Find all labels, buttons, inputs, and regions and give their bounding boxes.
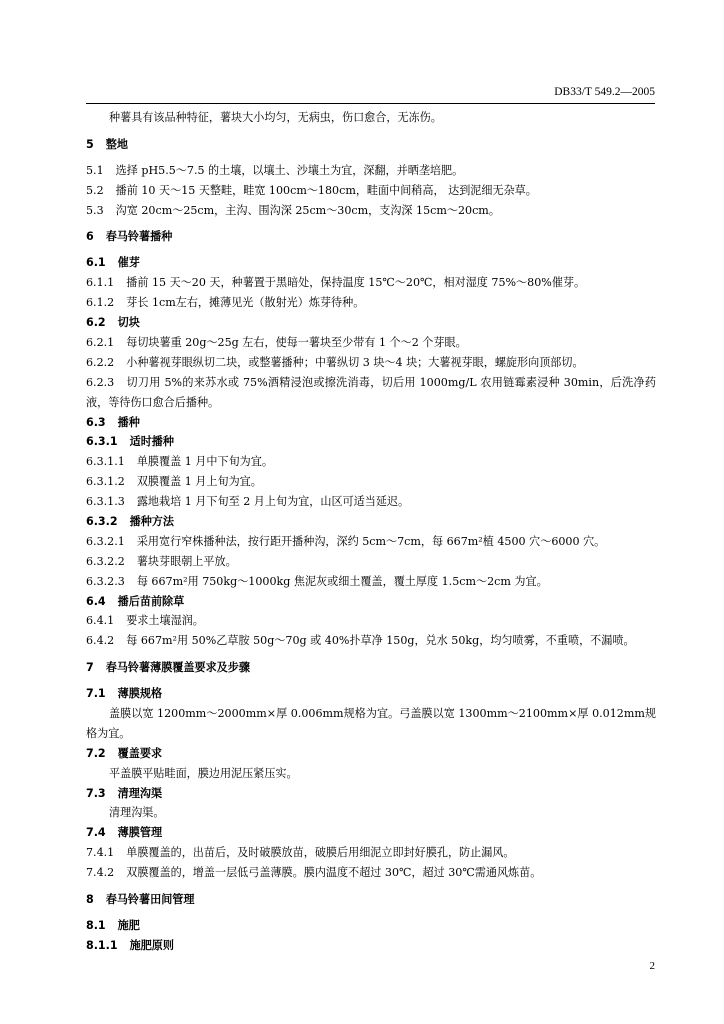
section-heading [86, 135, 656, 155]
clause-item [86, 161, 656, 181]
clause-number: 6.4.1 [86, 614, 115, 628]
section-heading [86, 658, 656, 678]
clause-number: 6.3.2.3 [86, 574, 125, 588]
clause-item [86, 373, 656, 413]
clause-text: 催芽 [117, 256, 140, 270]
subsection-heading [86, 512, 656, 532]
clause-text: 播种方法 [129, 514, 174, 528]
section-heading [86, 890, 656, 910]
clause-item [86, 353, 656, 373]
clause-text: 播前 10 天～15 天整畦，畦宽 100cm～180cm，畦面中间稍高， 达到泥细无杂草。 [115, 183, 537, 197]
header-rule [86, 103, 655, 104]
clause-number: 7.4.2 [86, 866, 115, 880]
clause-item [86, 552, 656, 572]
subsection-heading [86, 936, 656, 956]
subsection-heading [86, 823, 656, 843]
clause-text: 双膜覆盖 1 月上旬为宜。 [136, 475, 262, 489]
subsection-heading [86, 744, 656, 764]
subsection-heading [86, 253, 656, 273]
subsection-heading [86, 592, 656, 612]
clause-number: 6.4.2 [86, 634, 115, 648]
clause-text: 清理沟渠 [117, 786, 163, 800]
clause-text: 薄膜规格 [117, 687, 163, 701]
clause-text: 每切块薯重 20g～25g 左右，使每一薯块至少带有 1 个～2 个芽眼。 [126, 335, 467, 349]
paragraph-text: 清理沟渠。 [109, 806, 165, 820]
clause-text: 双膜覆盖的，增盖一层低弓盖薄膜。膜内温度不超过 30℃，超过 30℃需通风炼苗。 [126, 866, 542, 880]
clause-text: 每 667m²用 750kg～1000kg 焦泥灰或细土覆盖，覆土厚度 1.5cm～2cm 为宜。 [136, 574, 548, 588]
paragraph-text: 盖膜以宽 1200mm～2000mm×厚 0.006mm规格为宜。弓盖膜以宽 1300mm～2100mm×厚 0.012mm规格为宜。 [86, 706, 656, 740]
clause-text: 播种 [117, 415, 140, 429]
subsection-heading [86, 413, 656, 433]
clause-number: 6 [86, 230, 94, 244]
clause-number: 5.3 [86, 203, 104, 217]
clause-number: 6.3.1.3 [86, 495, 125, 509]
clause-text: 要求土壤湿润。 [126, 614, 204, 628]
paragraph-line [86, 764, 656, 784]
clause-number: 6.1.2 [86, 296, 115, 310]
clause-text: 小种薯视芽眼纵切二块，或整薯播种；中薯纵切 3 块～4 块；大薯视芽眼，螺旋形向顶部切。 [126, 355, 584, 369]
clause-number: 6.3.2.2 [86, 554, 125, 568]
clause-number: 6.3 [86, 415, 106, 429]
paragraph-line [86, 704, 656, 744]
clause-number: 6.3.1.2 [86, 475, 125, 489]
clause-text: 春马铃薯播种 [105, 230, 173, 244]
paragraph-line [86, 108, 656, 128]
clause-number: 6.3.1 [86, 435, 118, 449]
clause-text: 选择 pH5.5～7.5 的土壤，以壤土、沙壤土为宜，深翻，并晒垄培肥。 [115, 163, 464, 177]
clause-text: 覆盖要求 [117, 746, 163, 760]
clause-number: 6.4 [86, 594, 106, 608]
clause-text: 播前 15 天～20 天，种薯置于黑暗处，保持温度 15℃～20℃，相对湿度 75%～80%催芽。 [126, 276, 586, 290]
clause-item [86, 611, 656, 631]
clause-number: 6.1.1 [86, 276, 115, 290]
clause-text: 春马铃薯田间管理 [105, 893, 195, 907]
clause-text: 春马铃薯薄膜覆盖要求及步骤 [105, 661, 250, 675]
paragraph-line [86, 803, 656, 823]
clause-item [86, 863, 656, 883]
clause-text: 适时播种 [129, 435, 174, 449]
clause-item [86, 532, 656, 552]
clause-number: 5 [86, 137, 94, 151]
clause-number: 8.1.1 [86, 938, 118, 952]
clause-number: 5.2 [86, 183, 104, 197]
clause-item [86, 631, 656, 651]
clause-text: 采用宽行窄株播种法，按行距开播种沟，深约 5cm～7cm，每 667m²植 4500 穴～6000 穴。 [136, 534, 606, 548]
section-heading [86, 227, 656, 247]
clause-text: 整地 [105, 137, 128, 151]
clause-number: 8 [86, 893, 94, 907]
clause-number: 6.2 [86, 316, 106, 330]
clause-number: 7 [86, 661, 94, 675]
clause-text: 播后苗前除草 [117, 594, 185, 608]
clause-number: 7.4 [86, 826, 106, 840]
clause-text: 切块 [117, 316, 140, 330]
clause-number: 6.1 [86, 256, 106, 270]
clause-text: 沟宽 20cm～25cm，主沟、围沟深 25cm～30cm，支沟深 15cm～20cm。 [115, 203, 500, 217]
clause-number: 6.3.1.1 [86, 455, 125, 469]
clause-number: 7.1 [86, 687, 106, 701]
subsection-heading [86, 784, 656, 804]
clause-text: 芽长 1cm左右，摊薄见光（散射光）炼芽待种。 [126, 296, 365, 310]
clause-item [86, 201, 656, 221]
clause-text: 薯块芽眼朝上平放。 [136, 554, 237, 568]
clause-text: 每 667m²用 50%乙草胺 50g～70g 或 40%扑草净 150g，兑水 50kg，均匀喷雾，不重喷，不漏喷。 [126, 634, 635, 648]
clause-number: 6.2.3 [86, 375, 115, 389]
subsection-heading [86, 916, 656, 936]
clause-number: 6.3.2.1 [86, 534, 125, 548]
clause-item [86, 273, 656, 293]
paragraph-text: 平盖膜平贴畦面，膜边用泥压紧压实。 [109, 766, 298, 780]
clause-number: 7.3 [86, 786, 106, 800]
clause-item [86, 452, 656, 472]
clause-number: 8.1 [86, 918, 106, 932]
standard-code: DB33/T 549.2—2005 [554, 86, 655, 98]
clause-text: 施肥原则 [129, 938, 174, 952]
subsection-heading [86, 684, 656, 704]
clause-text: 露地栽培 1 月下旬至 2 月上旬为宜，山区可适当延迟。 [136, 495, 410, 509]
clause-item [86, 333, 656, 353]
clause-item [86, 293, 656, 313]
clause-number: 6.2.1 [86, 335, 115, 349]
subsection-heading [86, 432, 656, 452]
clause-number: 7.2 [86, 746, 106, 760]
paragraph-text: 种薯具有该品种特征，薯块大小均匀，无病虫，伤口愈合，无冻伤。 [109, 111, 442, 124]
clause-item [86, 843, 656, 863]
clause-item [86, 181, 656, 201]
clause-item [86, 492, 656, 512]
clause-text: 薄膜管理 [117, 826, 163, 840]
clause-text: 切刀用 5%的来苏水或 75%酒精浸泡或擦洗消毒，切后用 1000mg/L 农用链霉素浸种 30min，后洗净药液，等待伤口愈合后播种。 [86, 375, 656, 409]
clause-text: 单膜覆盖的，出苗后，及时破膜放苗，破膜后用细泥立即封好膜孔，防止漏风。 [126, 846, 515, 860]
document-body [86, 108, 656, 956]
clause-text: 施肥 [117, 918, 140, 932]
clause-number: 6.2.2 [86, 355, 115, 369]
page-number: 2 [649, 960, 655, 972]
clause-item [86, 572, 656, 592]
subsection-heading [86, 313, 656, 333]
clause-number: 6.3.2 [86, 514, 118, 528]
clause-text: 单膜覆盖 1 月中下旬为宜。 [136, 455, 273, 469]
clause-number: 7.4.1 [86, 846, 115, 860]
clause-number: 5.1 [86, 163, 104, 177]
clause-item [86, 472, 656, 492]
